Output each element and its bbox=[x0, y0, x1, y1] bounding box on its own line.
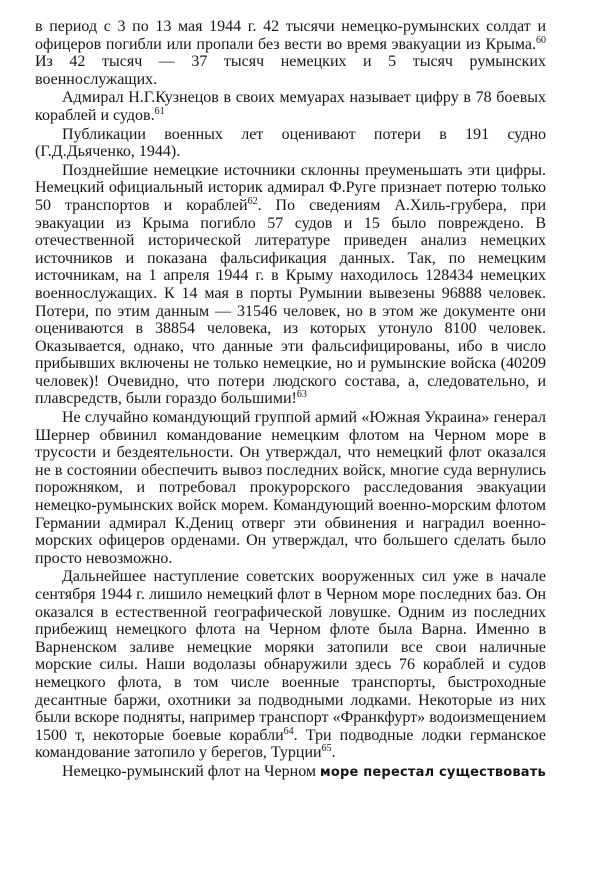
paragraph-7 bbox=[35, 763, 546, 782]
footnote-ref-60: 60 bbox=[536, 34, 546, 46]
footnote-ref-63: 63 bbox=[296, 389, 307, 401]
paragraph-4-cont: . По сведениям А.Хиль-грубера, при эвакуации из Крыма погибло 57 судов и 15 было повреждено. В отечественной исторической литературе приведен анализ немецких источников и показана фальсификация данных. Так, по немецким источникам, на 1 апреля 1944 г. в Крыму находилось 128434 немецких военнослужащих. К 14 мая в порты Румынии вывезены 96888 человек. Потери, по этим данным — 31546 человек, но в этом же документе они оцениваются в 38854 человека, из которых утонуло 8100 человек. Оказывается, однако, что данные эти фальсифицированы, ибо в число прибывших включены не только немецкие, но и румынские войска (40209 человек)! Очевидно, что потери людского состава, а, следовательно, и плавсредств, были гораздо большими! bbox=[35, 196, 547, 408]
paragraph-2-text: Адмирал Н.Г.Кузнецов в своих мемуарах называет цифру в 78 боевых кораблей и судов. bbox=[35, 89, 546, 124]
footnote-ref-64: 64 bbox=[283, 725, 294, 737]
paragraph-1-text: в период с 3 по 13 мая 1944 г. 42 тысячи немецко-румынских солдат и офицеров погибли или пропали без вести во время эвакуации из Крыма. bbox=[35, 18, 546, 53]
paragraph-3-text: Публикации военных лет оценивают потери в 191 судно (Г.Д.Дьяченко, 1944). bbox=[35, 125, 546, 161]
paragraph-6 bbox=[35, 568, 546, 762]
paragraph-4 bbox=[35, 162, 546, 408]
paragraph-1 bbox=[35, 18, 546, 88]
paragraph-3 bbox=[35, 126, 546, 161]
footnote-ref-61: 61 bbox=[154, 105, 165, 117]
paragraph-1-cont: Из 42 тысяч — 37 тысяч немецких и 5 тысяч румынских военнослужащих. bbox=[35, 53, 546, 88]
paragraph-5 bbox=[35, 409, 546, 567]
footnote-ref-65: 65 bbox=[321, 743, 332, 755]
paragraph-4-text: Позднейшие немецкие источники склонны преуменьшать эти цифры. Немецкий официальный историк адмирал Ф.Руге признает потерю только 50 транспортов и кораблей bbox=[35, 161, 546, 214]
paragraph-6-end: . bbox=[331, 744, 336, 762]
paragraph-5-text: Не случайно командующий группой армий «Южная Украина» генерал Шернер обвинил командование немецким флотом на Черном море в трусости и бездеятельности. Он утверждал, что немецкий флот оказался не в состоянии обеспечить вывоз последних войск, многие суда вернулись порожняком, и потребовал прокурорского расследования эвакуации немецко-румынских войск морем. Командующий военно-морским флотом Германии адмирал К.Дениц отверг эти обвинения и наградил военно-морских офицеров орденами. Он утверждал, что большего сделать было просто невозможно. bbox=[35, 409, 546, 567]
paragraph-7-bold-tail: море перестал существовать bbox=[320, 764, 546, 780]
footnote-ref-62: 62 bbox=[247, 195, 258, 207]
paragraph-2 bbox=[35, 89, 546, 124]
paragraph-6-cont: . Три подводные лодки германское командование затопило у берегов, Турции bbox=[35, 726, 546, 762]
paragraph-6-text: Дальнейшее наступление советских вооруженных сил уже в начале сентября 1944 г. лишило немецкий флот в Черном море последних баз. Он оказался в естественной географической ловушке. Одним из последних прибежищ немецкого флота на Черном флоте была Варна. Именно в Варненском заливе немецкие моряки затопили все свои наличные морские силы. Наши водолазы обнаружили здесь 76 кораблей и судов немецкого флота, в том числе военные транспорты, быстроходные десантные баржи, охотники за подводными лодками. Некоторые из них были вскоре подняты, например транспорт «Франкфурт» водоизмещением 1500 т, некоторые боевые корабли bbox=[35, 568, 546, 744]
paragraph-7-text: Немецко-румынский флот на Черном bbox=[62, 762, 321, 780]
